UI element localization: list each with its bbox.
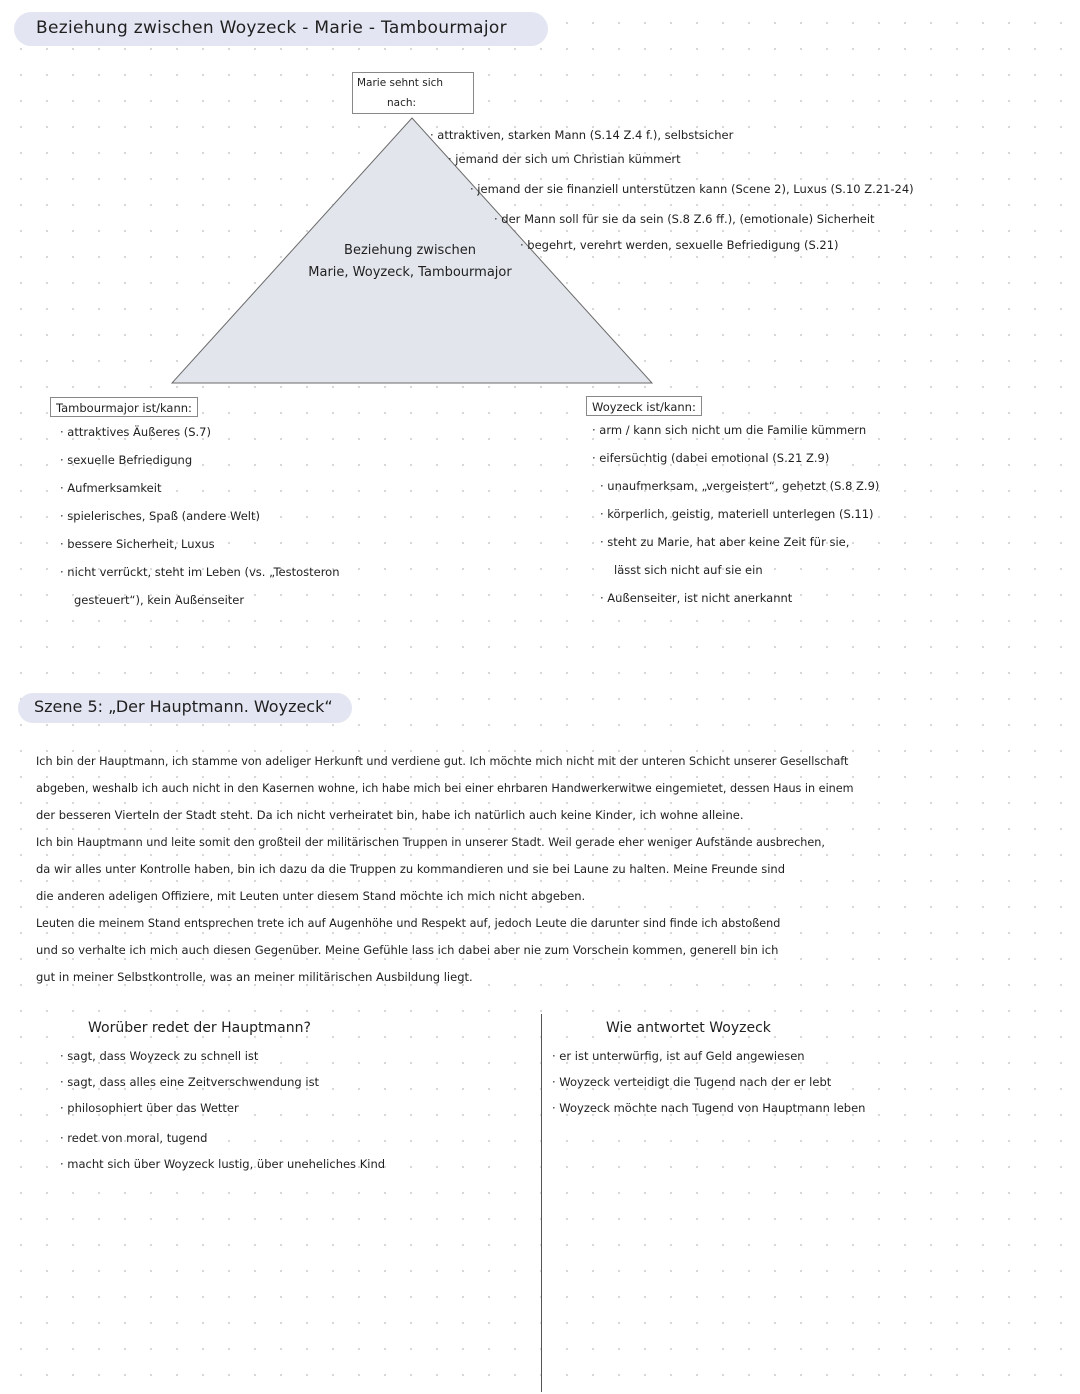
paragraph-line: Ich bin Hauptmann und leite somit den großteil der militärischen Truppen in unserer Stadt. Weil gerade eher weniger Aufstände ausbrechen, (36, 836, 825, 849)
marie-item: · attraktiven, starken Mann (S.14 Z.4 f.), selbstsicher (430, 128, 734, 142)
list-item: · sexuelle Befriedigung (60, 453, 193, 467)
marie-longs-for-box (352, 72, 474, 114)
right-column-heading: Wie antwortet Woyzeck (606, 1020, 771, 1036)
list-item: · er ist unterwürfig, ist auf Geld angewiesen (552, 1049, 805, 1063)
center-label-line1: Beziehung zwischen (344, 243, 476, 258)
list-item: gesteuert“), kein Außenseiter (74, 593, 245, 607)
left-column-list (60, 1043, 385, 1177)
marie-item: · der Mann soll für sie da sein (S.8 Z.6 ff.), (emotionale) Sicherheit (494, 212, 875, 226)
list-item: · steht zu Marie, hat aber keine Zeit für sie, (600, 535, 850, 549)
list-item: · sagt, dass alles eine Zeitverschwendung ist (60, 1075, 320, 1089)
list-item: · Woyzeck verteidigt die Tugend nach der er lebt (552, 1075, 832, 1089)
list-item: · macht sich über Woyzeck lustig, über uneheliches Kind (60, 1157, 386, 1171)
paragraph-line: gut in meiner Selbstkontrolle, was an meiner militärischen Ausbildung liegt. (36, 970, 473, 984)
list-item: · sagt, dass Woyzeck zu schnell ist (60, 1049, 259, 1063)
woyzeck-label: Woyzeck ist/kann: (586, 396, 702, 416)
list-item: · redet von moral, tugend (60, 1131, 208, 1145)
marie-item: · jemand der sie finanziell unterstützen kann (Scene 2), Luxus (S.10 Z.21-24) (470, 182, 914, 196)
tambourmajor-list (60, 418, 340, 614)
list-item: · unaufmerksam, „vergeistert“, gehetzt (S.8 Z.9) (600, 479, 880, 493)
paragraph-line: der besseren Vierteln der Stadt steht. Da ich nicht verheiratet bin, habe ich natürlich auch keine Kinder, ich wohne alleine. (36, 808, 744, 822)
list-item: · bessere Sicherheit, Luxus (60, 537, 215, 551)
relationship-triangle (0, 0, 1080, 400)
marie-box-line2: nach: (387, 97, 417, 109)
paragraph-line: abgeben, weshalb ich auch nicht in den Kasernen wohne, ich habe mich bei einer ehrbaren Handwerkerwitwe eingemietet, dessen Haus in einem (36, 782, 854, 795)
marie-item: · jemand der sich um Christian kümmert (448, 152, 681, 166)
paragraph-line: die anderen adeligen Offiziere, mit Leuten unter diesem Stand möchte ich mich nicht abgeben. (36, 889, 586, 903)
paragraph-line: und so verhalte ich mich auch diesen Gegenüber. Meine Gefühle lass ich dabei aber nie zum Vorschein kommen, generell bin ich (36, 943, 779, 957)
list-item: · nicht verrückt, steht im Leben (vs. „Testosteron (60, 565, 340, 579)
column-divider (541, 1014, 542, 1392)
list-item: · philosophiert über das Wetter (60, 1101, 239, 1115)
list-item: · eifersüchtig (dabei emotional (S.21 Z.9) (592, 451, 830, 465)
scene-title: Szene 5: „Der Hauptmann. Woyzeck“ (34, 697, 333, 716)
marie-box-line1: Marie sehnt sich (357, 77, 444, 89)
list-item: · Woyzeck möchte nach Tugend von Hauptmann leben (552, 1101, 866, 1115)
marie-item: · begehrt, verehrt werden, sexuelle Befriedigung (S.21) (520, 238, 839, 252)
list-item: · arm / kann sich nicht um die Familie kümmern (592, 423, 867, 437)
list-item: · Außenseiter, ist nicht anerkannt (600, 591, 793, 605)
list-item: · Aufmerksamkeit (60, 481, 162, 495)
paragraph-line: Leuten die meinem Stand entsprechen trete ich auf Augenhöhe und Respekt auf, jedoch Leute die darunter sind finde ich abstoßend (36, 917, 781, 930)
page-title: Beziehung zwischen Woyzeck - Marie - Tambourmajor (36, 18, 507, 38)
scene-paragraph (36, 748, 1076, 991)
left-column-heading: Worüber redet der Hauptmann? (88, 1020, 311, 1036)
list-item: · attraktives Äußeres (S.7) (60, 425, 211, 439)
paragraph-line: Ich bin der Hauptmann, ich stamme von adeliger Herkunft und verdiene gut. Ich möchte mich nicht mit der unteren Schicht unserer Gesellschaft (36, 755, 849, 768)
tambourmajor-label: Tambourmajor ist/kann: (50, 397, 198, 417)
paragraph-line: da wir alles unter Kontrolle haben, bin ich dazu da die Truppen zu kommandieren und sie bei Laune zu halten. Meine Freunde sind (36, 862, 785, 876)
woyzeck-list (592, 416, 879, 612)
list-item: · spielerisches, Spaß (andere Welt) (60, 509, 260, 523)
right-column-list (552, 1043, 865, 1121)
list-item: lässt sich nicht auf sie ein (614, 563, 763, 577)
center-label-line2: Marie, Woyzeck, Tambourmajor (308, 265, 512, 280)
triangle-center-label (300, 240, 520, 284)
list-item: · körperlich, geistig, materiell unterlegen (S.11) (600, 507, 874, 521)
